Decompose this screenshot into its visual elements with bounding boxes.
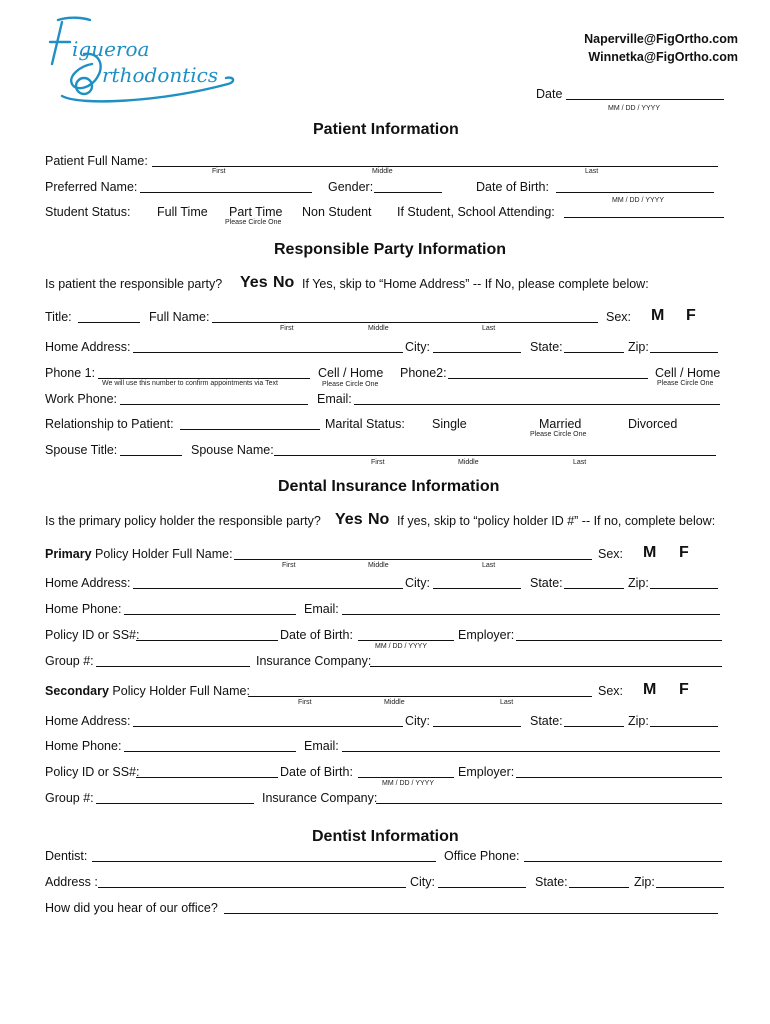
rp-full-name-field[interactable] [212,322,598,323]
responsible-question: Is patient the responsible party? [45,277,223,291]
sec-zip-field[interactable] [650,726,718,727]
patient-info-heading: Patient Information [313,121,459,138]
sec-home-address-label: Home Address: [45,714,131,728]
pri-sex-label: Sex: [598,547,624,561]
student-status-label: Student Status: [45,205,131,219]
phone1-note: We will use this number to confirm appointments via Text [102,380,278,387]
pri-zip-label: Zip: [628,576,649,590]
date-label: Date [536,87,563,101]
secondary-holder-field[interactable] [248,696,592,697]
pri-company-label: Insurance Company: [256,654,372,668]
pri-email-field[interactable] [342,614,720,615]
sub-last: Last [585,168,599,175]
school-label: If Student, School Attending: [397,205,555,219]
dentist-label: Dentist: [45,849,88,863]
pri-policy-field[interactable] [136,640,278,641]
sec-employer-label: Employer: [458,765,515,779]
sec-city-label: City: [405,714,430,728]
responsible-instruction: If Yes, skip to “Home Address” -- If No, please complete below: [302,277,649,291]
dentist-zip-field[interactable] [656,887,724,888]
pri-dob-label: Date of Birth: [280,628,353,642]
rp-state-field[interactable] [564,352,624,353]
pri-email-label: Email: [304,602,339,616]
school-field[interactable] [564,217,724,218]
spouse-sub-middle: Middle [458,459,479,466]
pri-policy-label: Policy ID or SS#: [45,628,140,642]
sec-sex-label: Sex: [598,684,624,698]
sub-middle: Middle [372,168,393,175]
sec-home-phone-field[interactable] [124,751,296,752]
sec-state-field[interactable] [564,726,624,727]
sec-sub-first: First [298,699,312,706]
date-format-hint: MM / DD / YYYY [608,105,660,112]
hear-field[interactable] [224,913,718,914]
spouse-sub-first: First [371,459,385,466]
dentist-address-label: Address : [45,875,98,889]
sec-home-phone-label: Home Phone: [45,739,122,753]
relationship-label: Relationship to Patient: [45,417,174,431]
rp-email-field[interactable] [354,404,720,405]
insurance-heading: Dental Insurance Information [278,478,500,495]
pri-city-label: City: [405,576,430,590]
sec-dob-label: Date of Birth: [280,765,353,779]
patient-full-name-field[interactable] [152,166,718,167]
responsible-yes[interactable]: Yes [240,274,268,291]
sec-policy-label: Policy ID or SS#: [45,765,140,779]
pri-dob-field[interactable] [358,640,454,641]
primary-bold: Primary [45,547,92,561]
pri-sub-middle: Middle [368,562,389,569]
pri-state-label: State: [530,576,563,590]
sec-company-label: Insurance Company: [262,791,378,805]
insurance-instruction: If yes, skip to “policy holder ID #” -- If no, complete below: [397,514,716,528]
rp-home-address-label: Home Address: [45,340,131,354]
marital-divorced[interactable]: Divorced [628,417,678,431]
sec-dob-format: MM / DD / YYYY [382,780,434,787]
date-field[interactable] [566,99,724,100]
patient-dob-label: Date of Birth: [476,180,549,194]
pri-dob-format: MM / DD / YYYY [375,643,427,650]
dentist-address-field[interactable] [98,887,406,888]
figueroa-logo [40,14,240,110]
dentist-state-field[interactable] [569,887,629,888]
rp-state-label: State: [530,340,563,354]
insurance-yes[interactable]: Yes [335,511,363,528]
gender-label: Gender: [328,180,374,194]
responsible-no[interactable]: No [273,274,295,291]
sec-group-field[interactable] [96,803,254,804]
pri-zip-field[interactable] [650,588,718,589]
phone1-field[interactable] [98,378,310,379]
spouse-sub-last: Last [573,459,587,466]
dentist-city-label: City: [410,875,435,889]
marital-married[interactable]: Married [539,417,582,431]
office-phone-label: Office Phone: [444,849,520,863]
logo-graphic [40,14,240,110]
spouse-name-field[interactable] [274,455,716,456]
preferred-name-field[interactable] [140,192,312,193]
secondary-holder-text: Policy Holder Full Name: [112,684,250,698]
phone2-cell-home[interactable]: Cell / Home [655,366,721,380]
hear-label: How did you hear of our office? [45,901,218,915]
rp-city-label: City: [405,340,430,354]
sec-home-address-field[interactable] [133,726,403,727]
rp-sub-middle: Middle [368,325,389,332]
phone2-circle-one: Please Circle One [657,380,714,387]
status-full-time[interactable]: Full Time [157,205,208,219]
phone2-label: Phone2: [400,366,447,380]
marital-label: Marital Status: [325,417,405,431]
primary-holder-text: Policy Holder Full Name: [95,547,233,561]
patient-dob-field[interactable] [556,192,714,193]
secondary-holder-label [45,684,250,698]
primary-holder-label [45,547,233,561]
rp-full-name-label: Full Name: [149,310,210,324]
sec-dob-field[interactable] [358,777,454,778]
phone1-cell-home[interactable]: Cell / Home [318,366,384,380]
spouse-title-field[interactable] [120,455,182,456]
sec-sub-last: Last [500,699,514,706]
sec-city-field[interactable] [433,726,521,727]
rp-sub-last: Last [482,325,496,332]
dentist-field[interactable] [92,861,436,862]
phone1-label: Phone 1: [45,366,96,380]
pri-home-phone-label: Home Phone: [45,602,122,616]
status-non-student[interactable]: Non Student [302,205,372,219]
pri-sex-f[interactable]: F [679,544,689,561]
insurance-no[interactable]: No [368,511,390,528]
dentist-zip-label: Zip: [634,875,655,889]
rp-sub-first: First [280,325,294,332]
spouse-title-label: Spouse Title: [45,443,118,457]
pri-group-field[interactable] [96,666,250,667]
pri-group-label: Group #: [45,654,94,668]
dentist-heading: Dentist Information [312,828,459,845]
pri-employer-field[interactable] [516,640,722,641]
rp-city-field[interactable] [433,352,521,353]
email-naperville[interactable]: Naperville@FigOrtho.com [584,32,738,46]
dentist-city-field[interactable] [438,887,526,888]
sec-group-label: Group #: [45,791,94,805]
secondary-bold: Secondary [45,684,109,698]
sec-sex-m[interactable]: M [643,681,657,698]
rp-email-label: Email: [317,392,352,406]
dentist-state-label: State: [535,875,568,889]
svg-text:rthodontics: rthodontics [102,63,219,87]
rp-zip-label: Zip: [628,340,649,354]
sec-email-label: Email: [304,739,339,753]
phone2-field[interactable] [448,378,648,379]
pri-city-field[interactable] [433,588,521,589]
spouse-name-label: Spouse Name: [191,443,274,457]
work-phone-field[interactable] [120,404,308,405]
insurance-question: Is the primary policy holder the responsible party? [45,514,321,528]
sec-company-field[interactable] [376,803,722,804]
sec-sub-middle: Middle [384,699,405,706]
sec-email-field[interactable] [342,751,720,752]
pri-sub-first: First [282,562,296,569]
sec-zip-label: Zip: [628,714,649,728]
pri-home-phone-field[interactable] [124,614,296,615]
marital-circle-one: Please Circle One [530,431,587,438]
patient-full-name-label: Patient Full Name: [45,154,148,168]
sec-sex-f[interactable]: F [679,681,689,698]
svg-text:igueroa: igueroa [72,37,150,61]
preferred-name-label: Preferred Name: [45,180,138,194]
pri-home-address-field[interactable] [133,588,403,589]
title-label: Title: [45,310,72,324]
sec-policy-field[interactable] [136,777,278,778]
phone1-circle-one: Please Circle One [322,381,379,388]
email-winnetka[interactable]: Winnetka@FigOrtho.com [588,50,738,64]
pri-sex-m[interactable]: M [643,544,657,561]
pri-company-field[interactable] [370,666,722,667]
rp-sex-f[interactable]: F [686,307,696,324]
marital-single[interactable]: Single [432,417,467,431]
rp-sex-label: Sex: [606,310,632,324]
work-phone-label: Work Phone: [45,392,118,406]
circle-one-hint: Please Circle One [225,219,282,226]
sec-state-label: State: [530,714,563,728]
patient-dob-format: MM / DD / YYYY [612,197,664,204]
pri-state-field[interactable] [564,588,624,589]
rp-home-address-field[interactable] [133,352,403,353]
pri-employer-label: Employer: [458,628,515,642]
gender-field[interactable] [374,192,442,193]
responsible-party-heading: Responsible Party Information [274,241,507,258]
title-field[interactable] [78,322,140,323]
office-phone-field[interactable] [524,861,722,862]
rp-zip-field[interactable] [650,352,718,353]
sub-first: First [212,168,226,175]
pri-home-address-label: Home Address: [45,576,131,590]
status-part-time[interactable]: Part Time [229,205,283,219]
pri-sub-last: Last [482,562,496,569]
rp-sex-m[interactable]: M [651,307,665,324]
sec-employer-field[interactable] [516,777,722,778]
primary-holder-field[interactable] [234,559,592,560]
relationship-field[interactable] [180,429,320,430]
